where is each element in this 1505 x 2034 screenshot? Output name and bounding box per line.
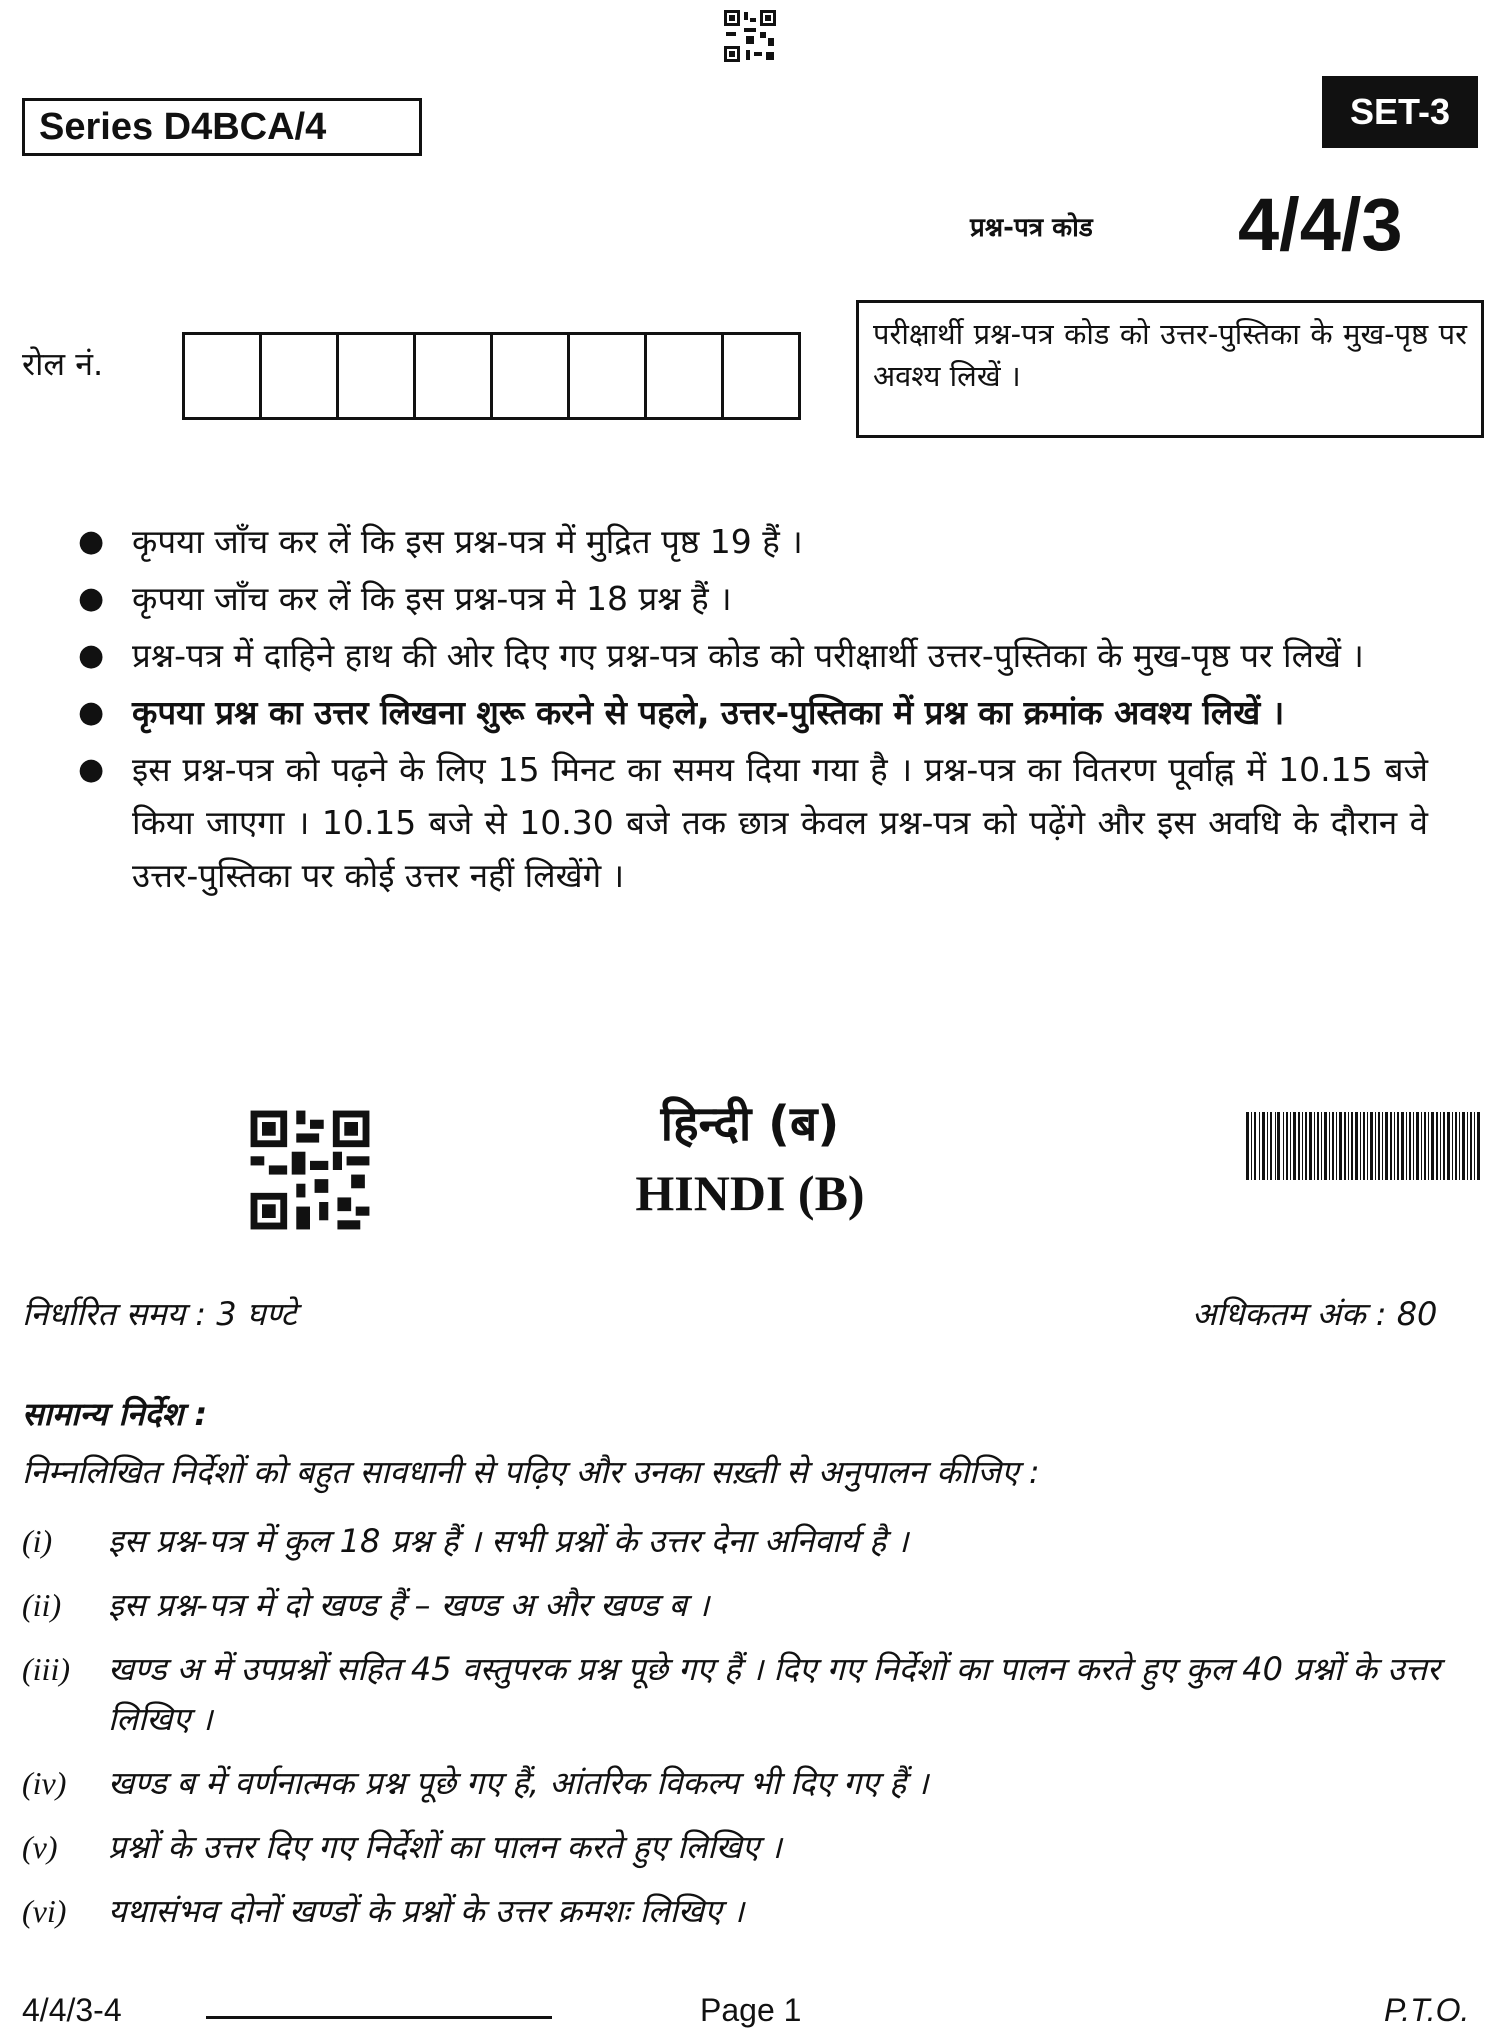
subject-title-english: HINDI (B) bbox=[635, 1165, 865, 1221]
roll-number-boxes[interactable] bbox=[182, 332, 801, 420]
qr-code-icon bbox=[246, 1106, 374, 1234]
general-instructions-list bbox=[22, 1516, 1482, 1950]
bullet-dot-icon: ● bbox=[78, 524, 105, 559]
roll-number-box[interactable] bbox=[262, 335, 339, 417]
bullet-dot-icon: ● bbox=[78, 752, 105, 787]
bullet-text: कृपया जाँच कर लें कि इस प्रश्न-पत्र मे 18 प्रश्न हैं । bbox=[132, 579, 732, 618]
bullet-text: प्रश्न-पत्र में दाहिने हाथ की ओर दिए गए प्रश्न-पत्र कोड को परीक्षार्थी उत्तर-पुस्तिका के मुख-पृष्ठ पर लिखें । bbox=[132, 636, 1364, 675]
allotted-time: निर्धारित समय : 3 घण्टे bbox=[22, 1295, 297, 1333]
bullet-item bbox=[70, 515, 1428, 568]
instruction-number: (iv) bbox=[22, 1765, 67, 1801]
set-badge: SET-3 bbox=[1322, 76, 1478, 148]
instruction-number: (vi) bbox=[22, 1893, 67, 1929]
bullet-dot-icon: ● bbox=[78, 638, 105, 673]
instruction-number: (v) bbox=[22, 1829, 58, 1865]
bullet-text: कृपया प्रश्न का उत्तर लिखना शुरू करने से पहले, उत्तर-पुस्तिका में प्रश्न का क्रमांक अवश्य लिखें । bbox=[132, 693, 1285, 732]
roll-number-label: रोल नं. bbox=[22, 345, 104, 383]
instruction-item bbox=[22, 1822, 1482, 1872]
roll-number-box[interactable] bbox=[647, 335, 724, 417]
instruction-item bbox=[22, 1758, 1482, 1808]
subject-title-hindi: हिन्दी (ब) bbox=[660, 1096, 840, 1152]
bullet-text: कृपया जाँच कर लें कि इस प्रश्न-पत्र में मुद्रित पृष्ठ 19 हैं । bbox=[132, 522, 803, 561]
footer-paper-code: 4/4/3-4 bbox=[22, 1992, 122, 2028]
series-label: Series D4BCA/4 bbox=[22, 98, 422, 156]
roll-number-box[interactable] bbox=[493, 335, 570, 417]
bullet-item bbox=[70, 743, 1428, 902]
instruction-item bbox=[22, 1886, 1482, 1936]
instruction-text: खण्ड अ में उपप्रश्नों सहित 45 वस्तुपरक प्रश्न पूछे गए हैं । दिए गए निर्देशों का पालन करते हुए कुल 40 प्रश्नों के उत्तर लिखिए । bbox=[108, 1650, 1440, 1738]
instruction-item bbox=[22, 1516, 1482, 1566]
paper-code-label: प्रश्न-पत्र कोड bbox=[970, 213, 1093, 243]
qr-code-small-icon bbox=[722, 8, 778, 64]
bullet-item bbox=[70, 572, 1428, 625]
instruction-text: प्रश्नों के उत्तर दिए गए निर्देशों का पालन करते हुए लिखिए । bbox=[108, 1828, 782, 1866]
roll-number-box[interactable] bbox=[339, 335, 416, 417]
instruction-number: (iii) bbox=[22, 1651, 70, 1687]
bullet-text: इस प्रश्न-पत्र को पढ़ने के लिए 15 मिनट का समय दिया गया है । प्रश्न-पत्र का वितरण पूर्वाह्न में 10.15 बजे किया जाएगा । 10.15 बजे से 10.30 बजे तक छात्र केवल प्रश्न-पत्र को पढ़ेंगे और इस अवधि के दौरान वे उत्तर-पुस्तिका पर कोई उत्तर नहीं लिखेंगे । bbox=[132, 750, 1428, 895]
footer-divider bbox=[206, 2016, 552, 2019]
paper-code-value: 4/4/3 bbox=[1238, 183, 1403, 266]
instruction-number: (i) bbox=[22, 1523, 53, 1559]
roll-number-box[interactable] bbox=[724, 335, 798, 417]
footer-pto: P.T.O. bbox=[1384, 1992, 1470, 2028]
maximum-marks: अधिकतम अंक : 80 bbox=[1192, 1295, 1438, 1333]
instruction-text: इस प्रश्न-पत्र में दो खण्ड हैं – खण्ड अ और खण्ड ब । bbox=[108, 1586, 710, 1624]
bullet-dot-icon: ● bbox=[78, 695, 105, 730]
instruction-number: (ii) bbox=[22, 1587, 62, 1623]
bullet-item bbox=[70, 686, 1428, 739]
instruction-item bbox=[22, 1644, 1482, 1744]
general-instructions-title: सामान्य निर्देश : bbox=[22, 1395, 208, 1433]
instruction-text: खण्ड ब में वर्णनात्मक प्रश्न पूछे गए हैं, आंतरिक विकल्प भी दिए गए हैं । bbox=[108, 1764, 929, 1802]
instruction-item bbox=[22, 1580, 1482, 1630]
footer-page-number: Page 1 bbox=[700, 1992, 802, 2028]
bullet-dot-icon: ● bbox=[78, 581, 105, 616]
roll-number-box[interactable] bbox=[185, 335, 262, 417]
roll-number-box[interactable] bbox=[416, 335, 493, 417]
instruction-bullets bbox=[70, 515, 1428, 906]
instruction-text: यथासंभव दोनों खण्डों के प्रश्नों के उत्तर क्रमशः लिखिए । bbox=[108, 1892, 745, 1930]
instruction-text: इस प्रश्न-पत्र में कुल 18 प्रश्न हैं । सभी प्रश्नों के उत्तर देना अनिवार्य है । bbox=[108, 1522, 909, 1560]
code-instruction-box: परीक्षार्थी प्रश्न-पत्र कोड को उत्तर-पुस्तिका के मुख-पृष्ठ पर अवश्य लिखें । bbox=[856, 300, 1484, 438]
barcode-icon bbox=[1246, 1112, 1480, 1180]
bullet-item bbox=[70, 629, 1428, 682]
general-instructions-intro: निम्नलिखित निर्देशों को बहुत सावधानी से पढ़िए और उनका सख़्ती से अनुपालन कीजिए : bbox=[22, 1453, 1040, 1491]
roll-number-box[interactable] bbox=[570, 335, 647, 417]
